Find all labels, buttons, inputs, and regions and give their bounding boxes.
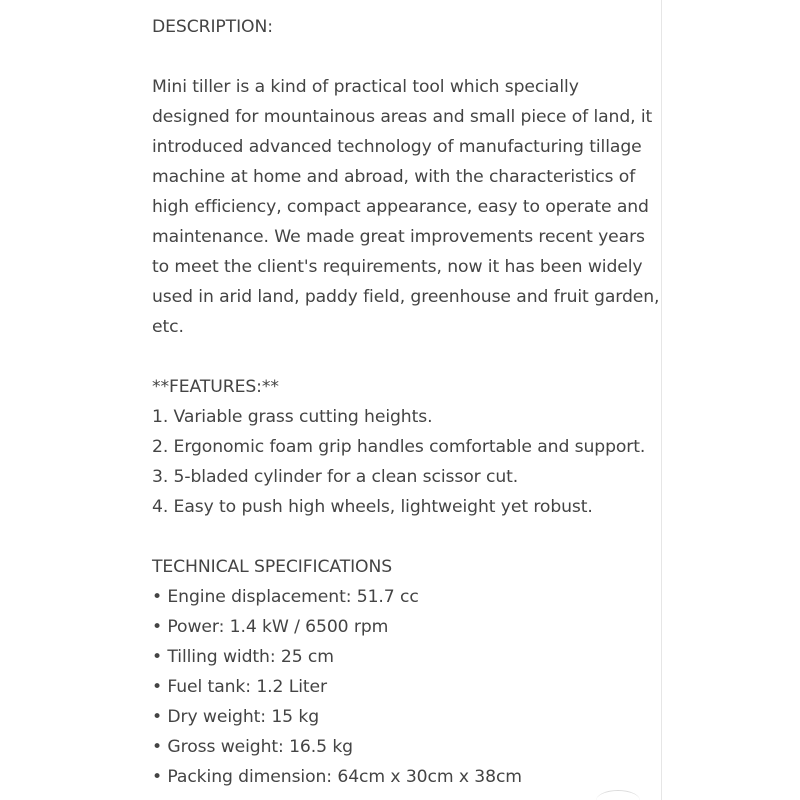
description-line: machine at home and abroad, with the characteristics of <box>152 167 636 187</box>
description-line: Mini tiller is a kind of practical tool which specially <box>152 77 579 97</box>
right-divider <box>661 0 662 800</box>
spec-item: • Fuel tank: 1.2 Liter <box>152 677 327 697</box>
description-line: etc. <box>152 317 184 337</box>
specs-heading: TECHNICAL SPECIFICATIONS <box>152 557 393 577</box>
spec-item: • Engine displacement: 51.7 cc <box>152 587 419 607</box>
feature-item: 3. 5-bladed cylinder for a clean scissor cut. <box>152 467 519 487</box>
specs-list <box>152 582 657 792</box>
description-line: to meet the client's requirements, now it has been widely <box>152 257 643 277</box>
spec-item: • Gross weight: 16.5 kg <box>152 737 353 757</box>
feature-item: 2. Ergonomic foam grip handles comfortable and support. <box>152 437 646 457</box>
feature-item: 1. Variable grass cutting heights. <box>152 407 433 427</box>
spacer <box>152 522 657 552</box>
description-line: designed for mountainous areas and small piece of land, it <box>152 107 653 127</box>
spec-item: • Dry weight: 15 kg <box>152 707 320 727</box>
spacer <box>152 42 657 72</box>
product-text-body <box>152 12 660 792</box>
features-heading: **FEATURES:** <box>152 377 279 397</box>
feature-item: 4. Easy to push high wheels, lightweight yet robust. <box>152 497 593 517</box>
description-line: used in arid land, paddy field, greenhouse and fruit garden, <box>152 287 660 307</box>
description-heading: DESCRIPTION: <box>152 17 273 37</box>
spec-item: • Power: 1.4 kW / 6500 rpm <box>152 617 389 637</box>
description-line: maintenance. We made great improvements recent years <box>152 227 645 247</box>
spec-item: • Tilling width: 25 cm <box>152 647 334 667</box>
description-paragraph <box>152 72 660 342</box>
spacer <box>152 342 657 372</box>
description-line: high efficiency, compact appearance, easy to operate and <box>152 197 649 217</box>
spec-item: • Packing dimension: 64cm x 30cm x 38cm <box>152 767 522 787</box>
features-list <box>152 402 657 522</box>
description-line: introduced advanced technology of manufacturing tillage <box>152 137 642 157</box>
